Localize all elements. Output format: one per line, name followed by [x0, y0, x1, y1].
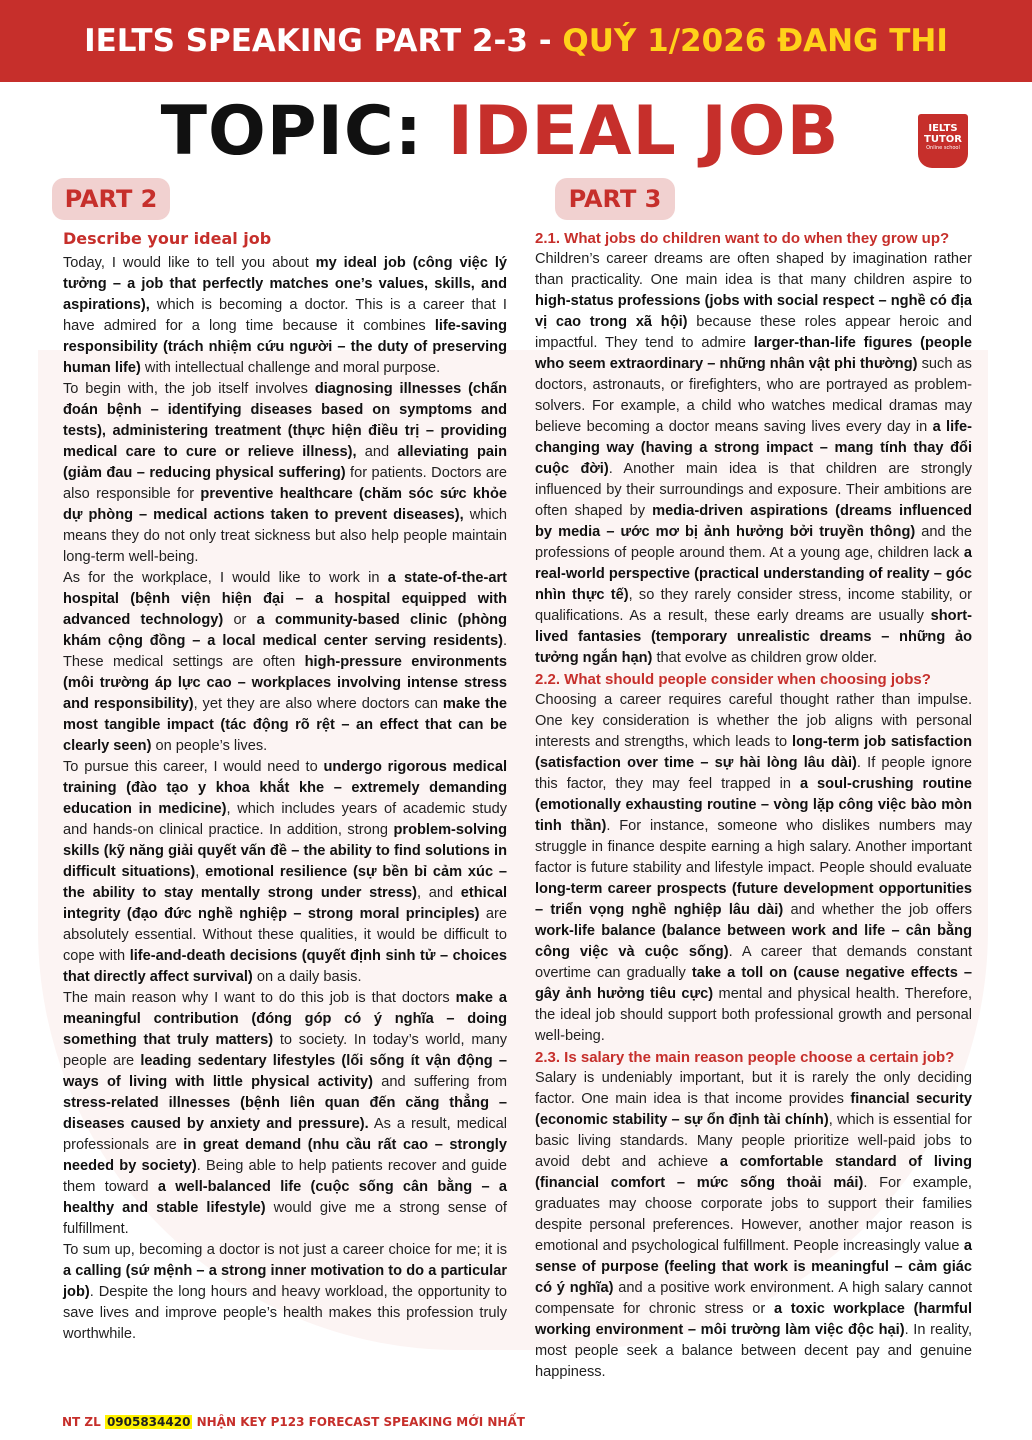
- key-phrase: a comfortable standard of living (financial comfort – mức sống thoải mái): [535, 1154, 972, 1191]
- part2-cue-title: Describe your ideal job: [63, 229, 272, 248]
- text-run: . For instance, someone who dislikes numbers may struggle in finance despite earning a high salary. Another important factor is future stability and lifestyle impact. People should evaluate: [535, 818, 972, 876]
- banner-highlight-text: QUÝ 1/2026 ĐANG THI: [562, 23, 948, 59]
- key-phrase: a real-world perspective (practical understanding of reality – góc nhìn thực tế): [535, 545, 972, 603]
- text-run: are absolutely essential. Without these qualities, it would be difficult to cope with: [63, 906, 507, 964]
- part2-column: [63, 228, 507, 1345]
- key-phrase: a toxic workplace (harmful working environment – môi trường làm việc độc hại): [535, 1301, 972, 1338]
- text-run: , so they rarely consider stress, income stability, or qualifications. As a result, these early dreams are usually: [535, 587, 972, 624]
- part2-paragraph: [63, 568, 507, 757]
- text-run: mental and physical health. Therefore, the ideal job should support both professional growth and personal well-being.: [535, 986, 973, 1044]
- part2-body: [63, 253, 507, 1345]
- text-run: Choosing a career requires careful thought rather than impulse. One key consideration is whether the job aligns with personal interests and strengths, which leads to: [535, 692, 972, 750]
- top-banner: [0, 0, 1032, 82]
- answer-paragraph: [535, 1068, 972, 1383]
- text-run: which is becoming a doctor. This is a career that I have admired for a long time because it combines: [63, 297, 507, 334]
- text-run: and the professions of people around them. At a young age, children lack: [535, 524, 972, 561]
- text-run: would give me a strong sense of fulfillment.: [63, 1200, 507, 1237]
- part2-paragraph: [63, 988, 507, 1240]
- text-run: and a positive work environment. A high salary cannot compensate for chronic stress or: [535, 1280, 972, 1317]
- part2-paragraph: [63, 757, 507, 988]
- key-phrase: financial security (economic stability – sự ổn định tài chính): [535, 1091, 972, 1128]
- key-phrase: work-life balance (balance between work and life – cân bằng công việc và cuộc sống): [535, 923, 972, 960]
- footer-suffix: NHẬN KEY P123 FORECAST SPEAKING MỚI NHẤT: [192, 1415, 525, 1429]
- text-run: Children’s career dreams are often shaped by imagination rather than practicality. One main idea is that many children aspire to: [535, 251, 972, 288]
- logo-line-3: Online school: [926, 145, 960, 151]
- text-run: on people’s lives.: [151, 738, 268, 754]
- text-run: and whether the job offers: [783, 902, 972, 918]
- text-run: As for the workplace, I would like to work in: [63, 570, 388, 586]
- text-run: The main reason why I want to do this job is that doctors: [63, 990, 456, 1006]
- text-run: Today, I would like to tell you about: [63, 255, 316, 271]
- question-title: 2.2. What should people consider when choosing jobs?: [535, 671, 931, 688]
- text-run: , yet they are also where doctors can: [193, 696, 443, 712]
- text-run: because these roles appear heroic and impactful. They tend to admire: [535, 314, 973, 351]
- text-run: As a result, medical professionals are: [63, 1116, 507, 1153]
- question-title: 2.3. Is salary the main reason people choose a certain job?: [535, 1049, 955, 1066]
- key-phrase: a state-of-the-art hospital (bệnh viện hiện đại – a hospital equipped with advanced technology): [63, 570, 508, 628]
- text-run: and suffering from: [372, 1074, 507, 1090]
- text-run: with intellectual challenge and moral purpose.: [140, 360, 441, 376]
- text-run: which means they do not only treat sickness but also help people maintain long-term well-being.: [63, 507, 507, 565]
- text-run: To sum up, becoming a doctor is not just a career choice for me; it is: [63, 1242, 507, 1258]
- text-run: . For example, graduates may choose corporate jobs to support their families despite personal preferences. However, another major reason is emotional and psychological fulfillment. People increasingly value: [535, 1175, 972, 1254]
- text-run: . In reality, most people seek a balance between decent pay and genuine happiness.: [535, 1322, 972, 1380]
- key-phrase: make a meaningful contribution (đóng góp có ý nghĩa – doing something that truly matters): [63, 990, 507, 1048]
- key-phrase: undergo rigorous medical training (đào tạo y khoa khắt khe – extremely demanding education in medicine): [63, 759, 508, 817]
- key-phrase: diagnosing illnesses (chẩn đoán bệnh – identifying diseases based on symptoms and tests), administering treatment (thực hiện điều trị – providing medical care to cure or relieve illness),: [63, 381, 507, 460]
- topic-value: IDEAL JOB: [447, 92, 840, 171]
- key-phrase: alleviating pain (giảm đau – reducing physical suffering): [63, 444, 507, 481]
- key-phrase: preventive healthcare (chăm sóc sức khỏe dự phòng – medical actions taken to prevent diseases),: [63, 486, 507, 523]
- key-phrase: a sense of purpose (feeling that work is meaningful – cảm giác có ý nghĩa): [535, 1238, 972, 1296]
- text-run: . These medical settings are often: [63, 633, 507, 670]
- key-phrase: in great demand (nhu cầu rất cao – strongly needed by society): [63, 1137, 507, 1174]
- text-run: . A career that demands constant overtime can gradually: [535, 944, 972, 981]
- logo-line-2: TUTOR: [924, 134, 962, 145]
- logo-line-1: IELTS: [928, 123, 958, 134]
- key-phrase: ethical integrity (đạo đức nghề nghiệp – strong moral principles): [63, 885, 507, 922]
- text-run: , which includes years of academic study and hands-on clinical practice. In addition, strong: [63, 801, 507, 838]
- key-phrase: life-and-death decisions (quyết định sinh tử – choices that directly affect survival): [63, 948, 507, 985]
- key-phrase: a well-balanced life (cuộc sống cân bằng – a healthy and stable lifestyle): [63, 1179, 507, 1216]
- key-phrase: leading sedentary lifestyles (lối sống ít vận động – ways of living with little physical activity): [63, 1053, 507, 1090]
- key-phrase: a soul-crushing routine (emotionally exhausting routine – vòng lặp công việc bào mòn tinh thần): [535, 776, 972, 834]
- key-phrase: a calling (sứ mệnh – a strong inner motivation to do a particular job): [63, 1263, 507, 1300]
- key-phrase: high-status professions (jobs with social respect – nghề có địa vị cao trong xã hội): [535, 293, 972, 330]
- part2-paragraph: [63, 253, 507, 379]
- footer-contact: [62, 1415, 525, 1429]
- part2-paragraph: [63, 1240, 507, 1345]
- text-run: to society. In today’s world, many people are: [63, 1032, 508, 1069]
- answer-paragraph: [535, 690, 972, 1047]
- part2-paragraph: [63, 379, 507, 568]
- key-phrase: make the most tangible impact (tác động rõ rệt – an effect that can be clearly seen): [63, 696, 507, 754]
- text-run: . If people ignore this factor, they may feel trapped in: [535, 755, 972, 792]
- text-run: or: [223, 612, 257, 628]
- text-run: , which is essential for basic living standards. Many people prioritize well-paid jobs to avoid debt and achieve: [535, 1112, 972, 1170]
- text-run: that evolve as children grow older.: [652, 650, 878, 666]
- text-run: for patients. Doctors are also responsible for: [63, 465, 507, 502]
- key-phrase: larger-than-life figures (people who seem extraordinary – những nhân vật phi thường): [535, 335, 972, 372]
- text-run: . Another main idea is that children are strongly influenced by their surroundings and exposure. Their ambitions are often shaped by: [535, 461, 973, 519]
- text-run: To begin with, the job itself involves: [63, 381, 315, 397]
- key-phrase: long-term job satisfaction (satisfaction over time – sự hài lòng lâu dài): [535, 734, 972, 771]
- text-run: such as doctors, astronauts, or firefighters, who are portrayed as problem-solvers. For example, a child who watches medical dramas may believe becoming a doctor means saving lives every day in: [535, 356, 972, 435]
- answer-paragraph: [535, 249, 972, 669]
- key-phrase: stress-related illnesses (bệnh liên quan đến căng thẳng – diseases caused by anxiety and pressure).: [63, 1095, 507, 1132]
- text-run: and: [356, 444, 398, 460]
- ielts-tutor-logo-icon: [918, 114, 968, 168]
- text-run: To pursue this career, I would need to: [63, 759, 324, 775]
- part3-heading: PART 3: [555, 178, 675, 220]
- key-phrase: media-driven aspirations (dreams influenced by media – ước mơ bị ảnh hưởng bởi truyền thông): [535, 503, 972, 540]
- key-phrase: my ideal job (công việc lý tưởng – a job that perfectly matches one’s values, skills, and aspirations),: [63, 255, 507, 313]
- page-title: [0, 92, 1000, 171]
- footer-phone: 0905834420: [106, 1415, 191, 1429]
- text-run: . Being able to help patients recover and guide them toward: [63, 1158, 507, 1195]
- key-phrase: long-term career prospects (future development opportunities – triển vọng nghề nghiệp lâu dài): [535, 881, 972, 918]
- key-phrase: short-lived fantasies (temporary unrealistic dreams – những ảo tưởng ngắn hạn): [535, 608, 972, 666]
- key-phrase: high-pressure environments (môi trường áp lực cao – workplaces involving intense stress and responsibility): [63, 654, 507, 712]
- key-phrase: emotional resilience (sự bền bỉ cảm xúc – the ability to stay mentally strong under stress): [63, 864, 508, 901]
- text-run: . Despite the long hours and heavy workload, the opportunity to save lives and improve people’s health makes this profession truly worthwhile.: [63, 1284, 507, 1342]
- banner-title: [84, 23, 948, 59]
- key-phrase: life-saving responsibility (trách nhiệm cứu người – the duty of preserving human life): [63, 318, 507, 376]
- question-title: 2.1. What jobs do children want to do when they grow up?: [535, 230, 950, 247]
- key-phrase: take a toll on (cause negative effects – gây ảnh hưởng tiêu cực): [535, 965, 972, 1002]
- key-phrase: problem-solving skills (kỹ năng giải quyết vấn đề – the ability to find solutions in difficult situations): [63, 822, 507, 880]
- part3-column: [535, 228, 972, 1383]
- key-phrase: a life-changing way (having a strong impact – mang tính thay đổi cuộc đời): [535, 419, 972, 477]
- text-run: ,: [195, 864, 206, 880]
- text-run: on a daily basis.: [252, 969, 362, 985]
- part2-heading: PART 2: [52, 178, 170, 220]
- text-run: , and: [416, 885, 461, 901]
- key-phrase: a community-based clinic (phòng khám cộng đồng – a local medical center serving residents): [63, 612, 508, 649]
- footer-prefix: NT ZL: [62, 1415, 105, 1429]
- text-run: Salary is undeniably important, but it is rarely the only deciding factor. One main idea is that income provides: [535, 1070, 972, 1107]
- topic-label: TOPIC:: [160, 92, 448, 171]
- banner-main-text: IELTS SPEAKING PART 2-3 -: [84, 23, 563, 59]
